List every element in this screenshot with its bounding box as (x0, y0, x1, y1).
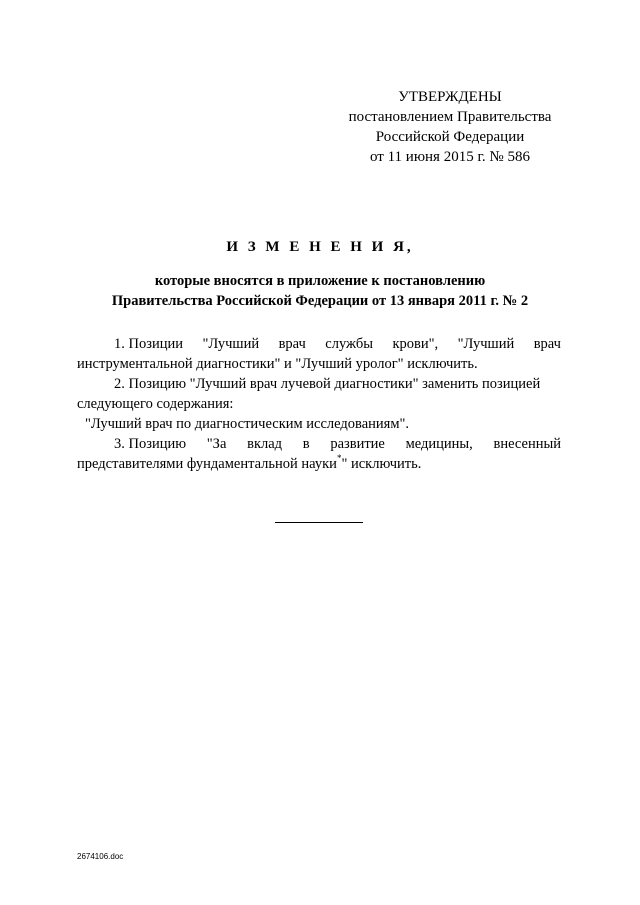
item-1-line-2: инструментальной диагностики" и "Лучший уролог" исключить. (77, 356, 478, 372)
word: 1. Позиции (114, 336, 183, 352)
approval-stamp (330, 87, 570, 167)
document-file-id: 2674106.doc (77, 852, 124, 861)
item-3-text: представителями фундаментальной науки (77, 456, 337, 472)
word: "За (206, 436, 227, 452)
item-3-line-1 (77, 434, 561, 454)
item-3-line-2 (77, 454, 561, 474)
word: "Лучший (457, 336, 515, 352)
item-1-line-1 (77, 334, 561, 354)
approval-title: УТВЕРЖДЕНЫ (398, 89, 502, 105)
item-2-line-1: 2. Позицию "Лучший врач лучевой диагностики" заменить позицией (114, 376, 541, 392)
approval-line: постановлением Правительства (348, 109, 552, 125)
word: развитие (330, 436, 385, 452)
word: вклад (247, 436, 283, 452)
word: медицины, (405, 436, 473, 452)
word: 3. Позицию (114, 436, 187, 452)
document-body (77, 334, 561, 474)
word: врач (278, 336, 306, 352)
word: службы (325, 336, 373, 352)
item-3-text-end: " исключить. (341, 456, 422, 472)
item-2-line-3: "Лучший врач по диагностическим исследованиям". (85, 416, 410, 432)
document-subtitle-line: Правительства Российской Федерации от 13 января 2011 г. № 2 (111, 293, 529, 309)
item-2-line-2: следующего содержания: (77, 396, 234, 412)
word: в (302, 436, 310, 452)
document-title: И З М Е Н Е Н И Я, (226, 239, 414, 255)
approval-line: Российской Федерации (375, 129, 525, 145)
approval-date-number: от 11 июня 2015 г. № 586 (370, 149, 530, 165)
document-heading (0, 236, 640, 311)
closing-divider (275, 522, 363, 523)
document-subtitle-line: которые вносятся в приложение к постановлению (154, 273, 486, 289)
word: "Лучший (202, 336, 260, 352)
word: внесенный (493, 436, 561, 452)
footnote-asterisk: * (336, 453, 342, 463)
word: врач (533, 336, 561, 352)
word: крови", (392, 336, 439, 352)
